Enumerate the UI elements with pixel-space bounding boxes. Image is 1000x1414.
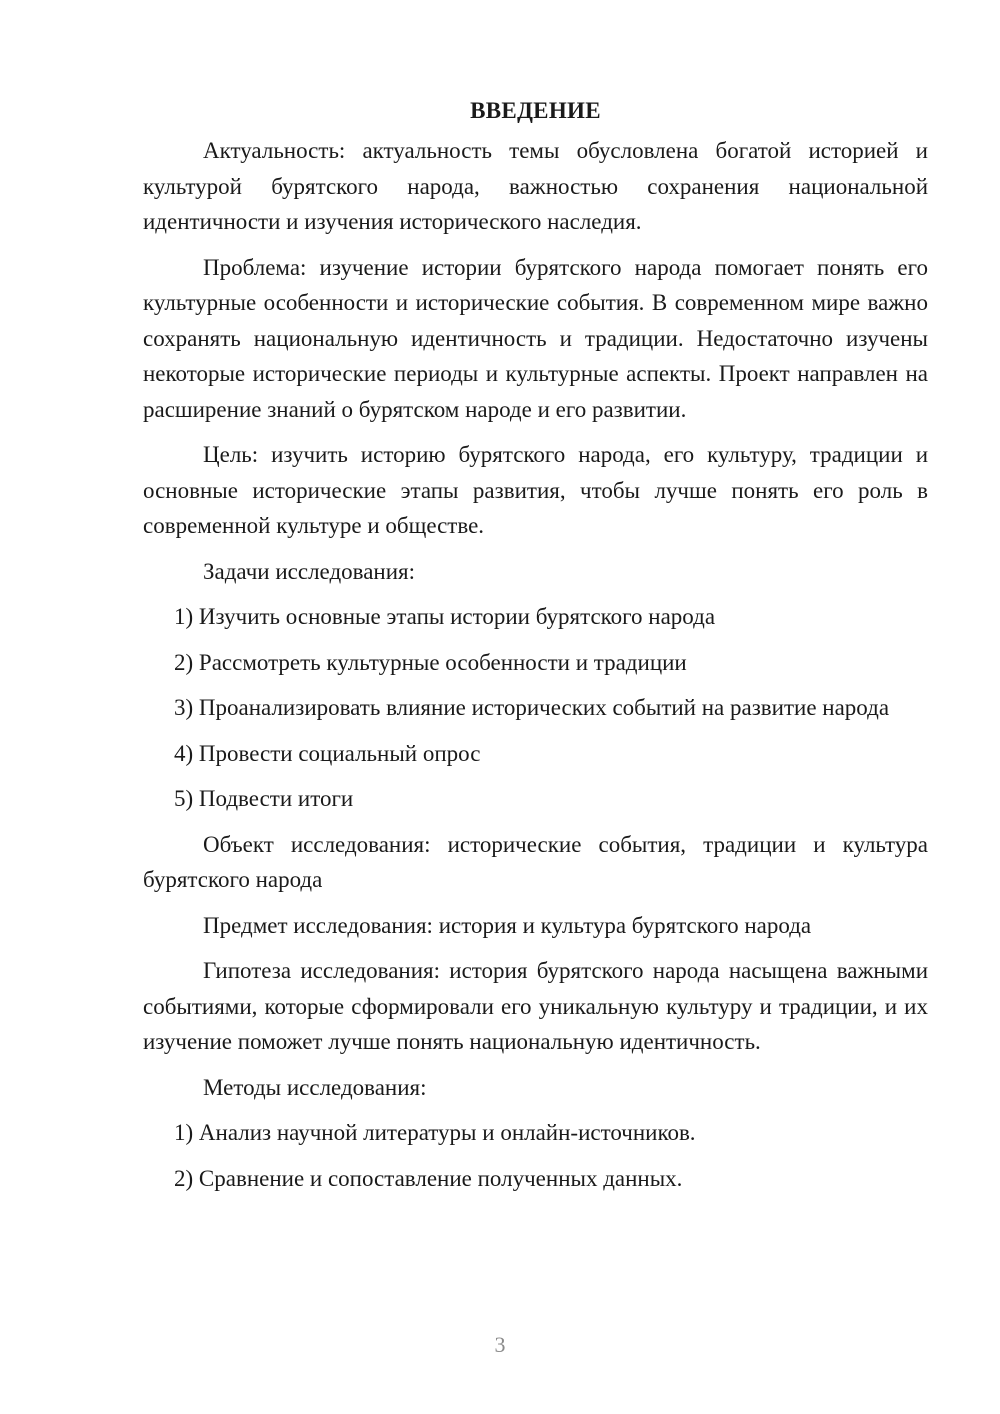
subject-paragraph: Предмет исследования: история и культура бурятского народа xyxy=(203,912,812,938)
task-item: 1) Изучить основные этапы истории бурятского народа xyxy=(174,604,716,629)
methods-heading: Методы исследования: xyxy=(203,1074,427,1100)
goal-paragraph: Цель: изучить историю бурятского народа, его культуру, традиции и основные исторические этапы развития, чтобы лучше понять его роль в современной культуре и обществе. xyxy=(143,442,928,538)
task-item: 4) Провести социальный опрос xyxy=(174,740,481,766)
task-item: 2) Рассмотреть культурные особенности и традиции xyxy=(174,649,687,675)
section-title: ВВЕДЕНИЕ xyxy=(470,98,601,123)
task-item: 3) Проанализировать влияние исторических событий на развитие народа xyxy=(174,695,890,720)
relevance-paragraph: Актуальность: актуальность темы обусловлена богатой историей и культурой бурятского народа, важностью сохранения национальной идентичности и изучения исторического наследия. xyxy=(143,138,928,234)
page-number: 3 xyxy=(494,1332,506,1357)
method-item: 2) Сравнение и сопоставление полученных данных. xyxy=(174,1165,683,1191)
task-item: 5) Подвести итоги xyxy=(174,786,354,811)
problem-paragraph: Проблема: изучение истории бурятского народа помогает понять его культурные особенности и исторические события. В современном мире важно сохранять национальную идентичность и традиции. Недостаточно изучены некоторые исторические периоды и культурные аспекты. Проект направлен на расширение знаний о бурятском народе и его развитии. xyxy=(143,254,928,422)
method-item: 1) Анализ научной литературы и онлайн-источников. xyxy=(174,1120,696,1145)
object-paragraph: Объект исследования: исторические события, традиции и культура бурятского народа xyxy=(143,831,928,892)
tasks-heading: Задачи исследования: xyxy=(203,558,416,584)
hypothesis-paragraph: Гипотеза исследования: история бурятского народа насыщена важными событиями, которые сформировали его уникальную культуру и традиции, и их изучение поможет лучше понять национальную идентичность. xyxy=(143,958,928,1054)
